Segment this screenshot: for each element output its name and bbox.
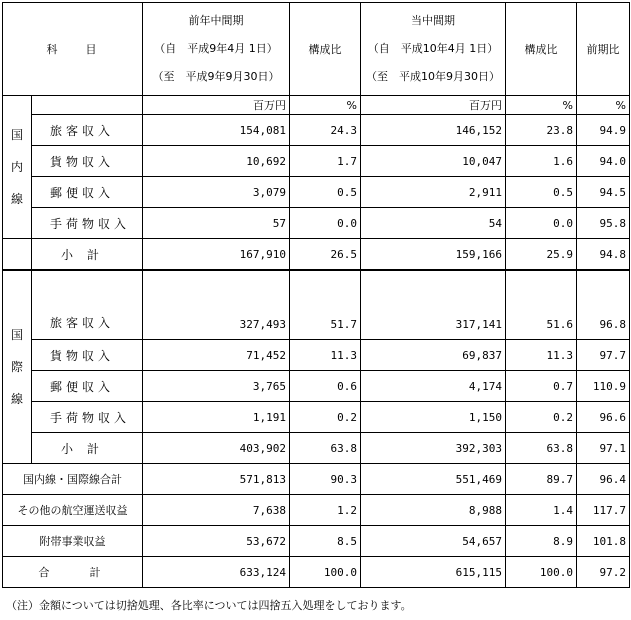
- international-label-char: 際: [10, 360, 23, 374]
- table-row: [3, 402, 630, 433]
- prev-period-header: [143, 3, 290, 96]
- prev-value: 167,910: [143, 239, 290, 271]
- table-row: [3, 371, 630, 402]
- domestic-subtotal-row: [3, 239, 630, 271]
- curr-ratio: 0.5: [506, 177, 577, 208]
- item-label: 旅客収入: [32, 270, 143, 340]
- prev-ratio: 26.5: [290, 239, 361, 271]
- international-spacer-row: [3, 270, 630, 340]
- prev-value: 571,813: [143, 464, 290, 495]
- curr-ratio: 89.7: [506, 464, 577, 495]
- table-row: [3, 464, 630, 495]
- prev-ratio: 51.7: [290, 270, 361, 340]
- prev-value: 3,765: [143, 371, 290, 402]
- yoy-value: 97.1: [577, 433, 630, 464]
- prev-ratio: 100.0: [290, 557, 361, 588]
- table-row: [3, 115, 630, 146]
- curr-period-from: （自 平成10年4月 1日）: [367, 42, 499, 55]
- curr-value: 10,047: [361, 146, 506, 177]
- domestic-label-char: 線: [10, 192, 23, 206]
- item-label: 貨物収入: [32, 146, 143, 177]
- curr-value: 551,469: [361, 464, 506, 495]
- grand-total-label: 合 計: [3, 557, 143, 588]
- curr-ratio: 1.6: [506, 146, 577, 177]
- curr-value: 54: [361, 208, 506, 239]
- total-label: その他の航空運送収益: [3, 495, 143, 526]
- table-row: [3, 177, 630, 208]
- curr-value: 159,166: [361, 239, 506, 271]
- prev-ratio: 0.5: [290, 177, 361, 208]
- item-label: 旅客収入: [32, 115, 143, 146]
- total-label: 附帯事業収益: [3, 526, 143, 557]
- curr-ratio: 8.9: [506, 526, 577, 557]
- prev-ratio: 0.2: [290, 402, 361, 433]
- curr-ratio: 63.8: [506, 433, 577, 464]
- prev-ratio: 1.7: [290, 146, 361, 177]
- total-label: 国内線・国際線合計: [3, 464, 143, 495]
- prev-value: 1,191: [143, 402, 290, 433]
- yoy-value: 97.7: [577, 340, 630, 371]
- curr-ratio: 25.9: [506, 239, 577, 271]
- curr-ratio: 23.8: [506, 115, 577, 146]
- footnote: （注）金額については切捨処理、各比率については四捨五入処理をしております。: [6, 599, 412, 612]
- prev-period-title: 前年中間期: [188, 14, 244, 27]
- curr-ratio: 0.7: [506, 371, 577, 402]
- prev-ratio: 8.5: [290, 526, 361, 557]
- curr-period-header: [361, 3, 506, 96]
- prev-ratio: 0.6: [290, 371, 361, 402]
- item-label: 手荷物収入: [32, 208, 143, 239]
- curr-value: 8,988: [361, 495, 506, 526]
- international-label: [3, 270, 32, 464]
- prev-ratio: 24.3: [290, 115, 361, 146]
- grand-total-row: [3, 557, 630, 588]
- prev-value: 7,638: [143, 495, 290, 526]
- curr-ratio: 0.0: [506, 208, 577, 239]
- table-row: [3, 495, 630, 526]
- unit-pct: %: [506, 96, 577, 115]
- yoy-value: 117.7: [577, 495, 630, 526]
- prev-period-from: （自 平成9年4月 1日）: [154, 42, 278, 55]
- curr-period-title: 当中間期: [411, 14, 455, 27]
- subtotal-label: 小計: [32, 433, 143, 464]
- curr-value: 69,837: [361, 340, 506, 371]
- yoy-value: 96.4: [577, 464, 630, 495]
- curr-ratio: 1.4: [506, 495, 577, 526]
- subject-header: 科 目: [3, 3, 143, 96]
- prev-value: 57: [143, 208, 290, 239]
- international-label-char: 線: [10, 392, 23, 406]
- unit-pct: %: [577, 96, 630, 115]
- yoy-value: 95.8: [577, 208, 630, 239]
- yoy-header: 前期比: [577, 3, 630, 96]
- prev-ratio: 1.2: [290, 495, 361, 526]
- prev-value: 403,902: [143, 433, 290, 464]
- prev-value: 10,692: [143, 146, 290, 177]
- yoy-value: 101.8: [577, 526, 630, 557]
- unit-money: 百万円: [143, 96, 290, 115]
- international-subtotal-row: [3, 433, 630, 464]
- domestic-unit-row: [3, 96, 630, 115]
- prev-period-to: （至 平成9年9月30日）: [152, 70, 280, 83]
- table-row: [3, 526, 630, 557]
- curr-value: 4,174: [361, 371, 506, 402]
- blank-cell: [3, 239, 32, 271]
- yoy-value: 94.9: [577, 115, 630, 146]
- international-label-char: 国: [10, 328, 23, 342]
- curr-value: 317,141: [361, 270, 506, 340]
- prev-value: 633,124: [143, 557, 290, 588]
- blank-cell: [32, 96, 143, 115]
- prev-value: 154,081: [143, 115, 290, 146]
- revenue-table: [2, 2, 630, 588]
- yoy-value: 110.9: [577, 371, 630, 402]
- unit-pct: %: [290, 96, 361, 115]
- yoy-value: 94.5: [577, 177, 630, 208]
- item-label: 手荷物収入: [32, 402, 143, 433]
- curr-value: 54,657: [361, 526, 506, 557]
- table-row: [3, 146, 630, 177]
- table-row: [3, 340, 630, 371]
- curr-ratio: 11.3: [506, 340, 577, 371]
- prev-value: 53,672: [143, 526, 290, 557]
- subtotal-label: 小計: [32, 239, 143, 271]
- unit-money: 百万円: [361, 96, 506, 115]
- prev-ratio-header: 構成比: [290, 3, 361, 96]
- prev-ratio: 11.3: [290, 340, 361, 371]
- domestic-label-char: 国: [10, 128, 23, 142]
- curr-value: 146,152: [361, 115, 506, 146]
- curr-period-to: （至 平成10年9月30日）: [366, 70, 500, 83]
- curr-ratio-header: 構成比: [506, 3, 577, 96]
- curr-value: 1,150: [361, 402, 506, 433]
- yoy-value: 94.8: [577, 239, 630, 271]
- yoy-value: 97.2: [577, 557, 630, 588]
- yoy-value: 96.6: [577, 402, 630, 433]
- header-row: [3, 3, 630, 96]
- yoy-value: 96.8: [577, 270, 630, 340]
- curr-ratio: 51.6: [506, 270, 577, 340]
- domestic-label-char: 内: [10, 160, 23, 174]
- prev-ratio: 90.3: [290, 464, 361, 495]
- prev-value: 71,452: [143, 340, 290, 371]
- curr-ratio: 100.0: [506, 557, 577, 588]
- prev-value: 327,493: [143, 270, 290, 340]
- item-label: 郵便収入: [32, 177, 143, 208]
- curr-value: 2,911: [361, 177, 506, 208]
- item-label: 貨物収入: [32, 340, 143, 371]
- prev-value: 3,079: [143, 177, 290, 208]
- curr-value: 615,115: [361, 557, 506, 588]
- yoy-value: 94.0: [577, 146, 630, 177]
- domestic-label: [3, 96, 32, 239]
- curr-ratio: 0.2: [506, 402, 577, 433]
- item-label: 郵便収入: [32, 371, 143, 402]
- prev-ratio: 0.0: [290, 208, 361, 239]
- prev-ratio: 63.8: [290, 433, 361, 464]
- table-row: [3, 208, 630, 239]
- curr-value: 392,303: [361, 433, 506, 464]
